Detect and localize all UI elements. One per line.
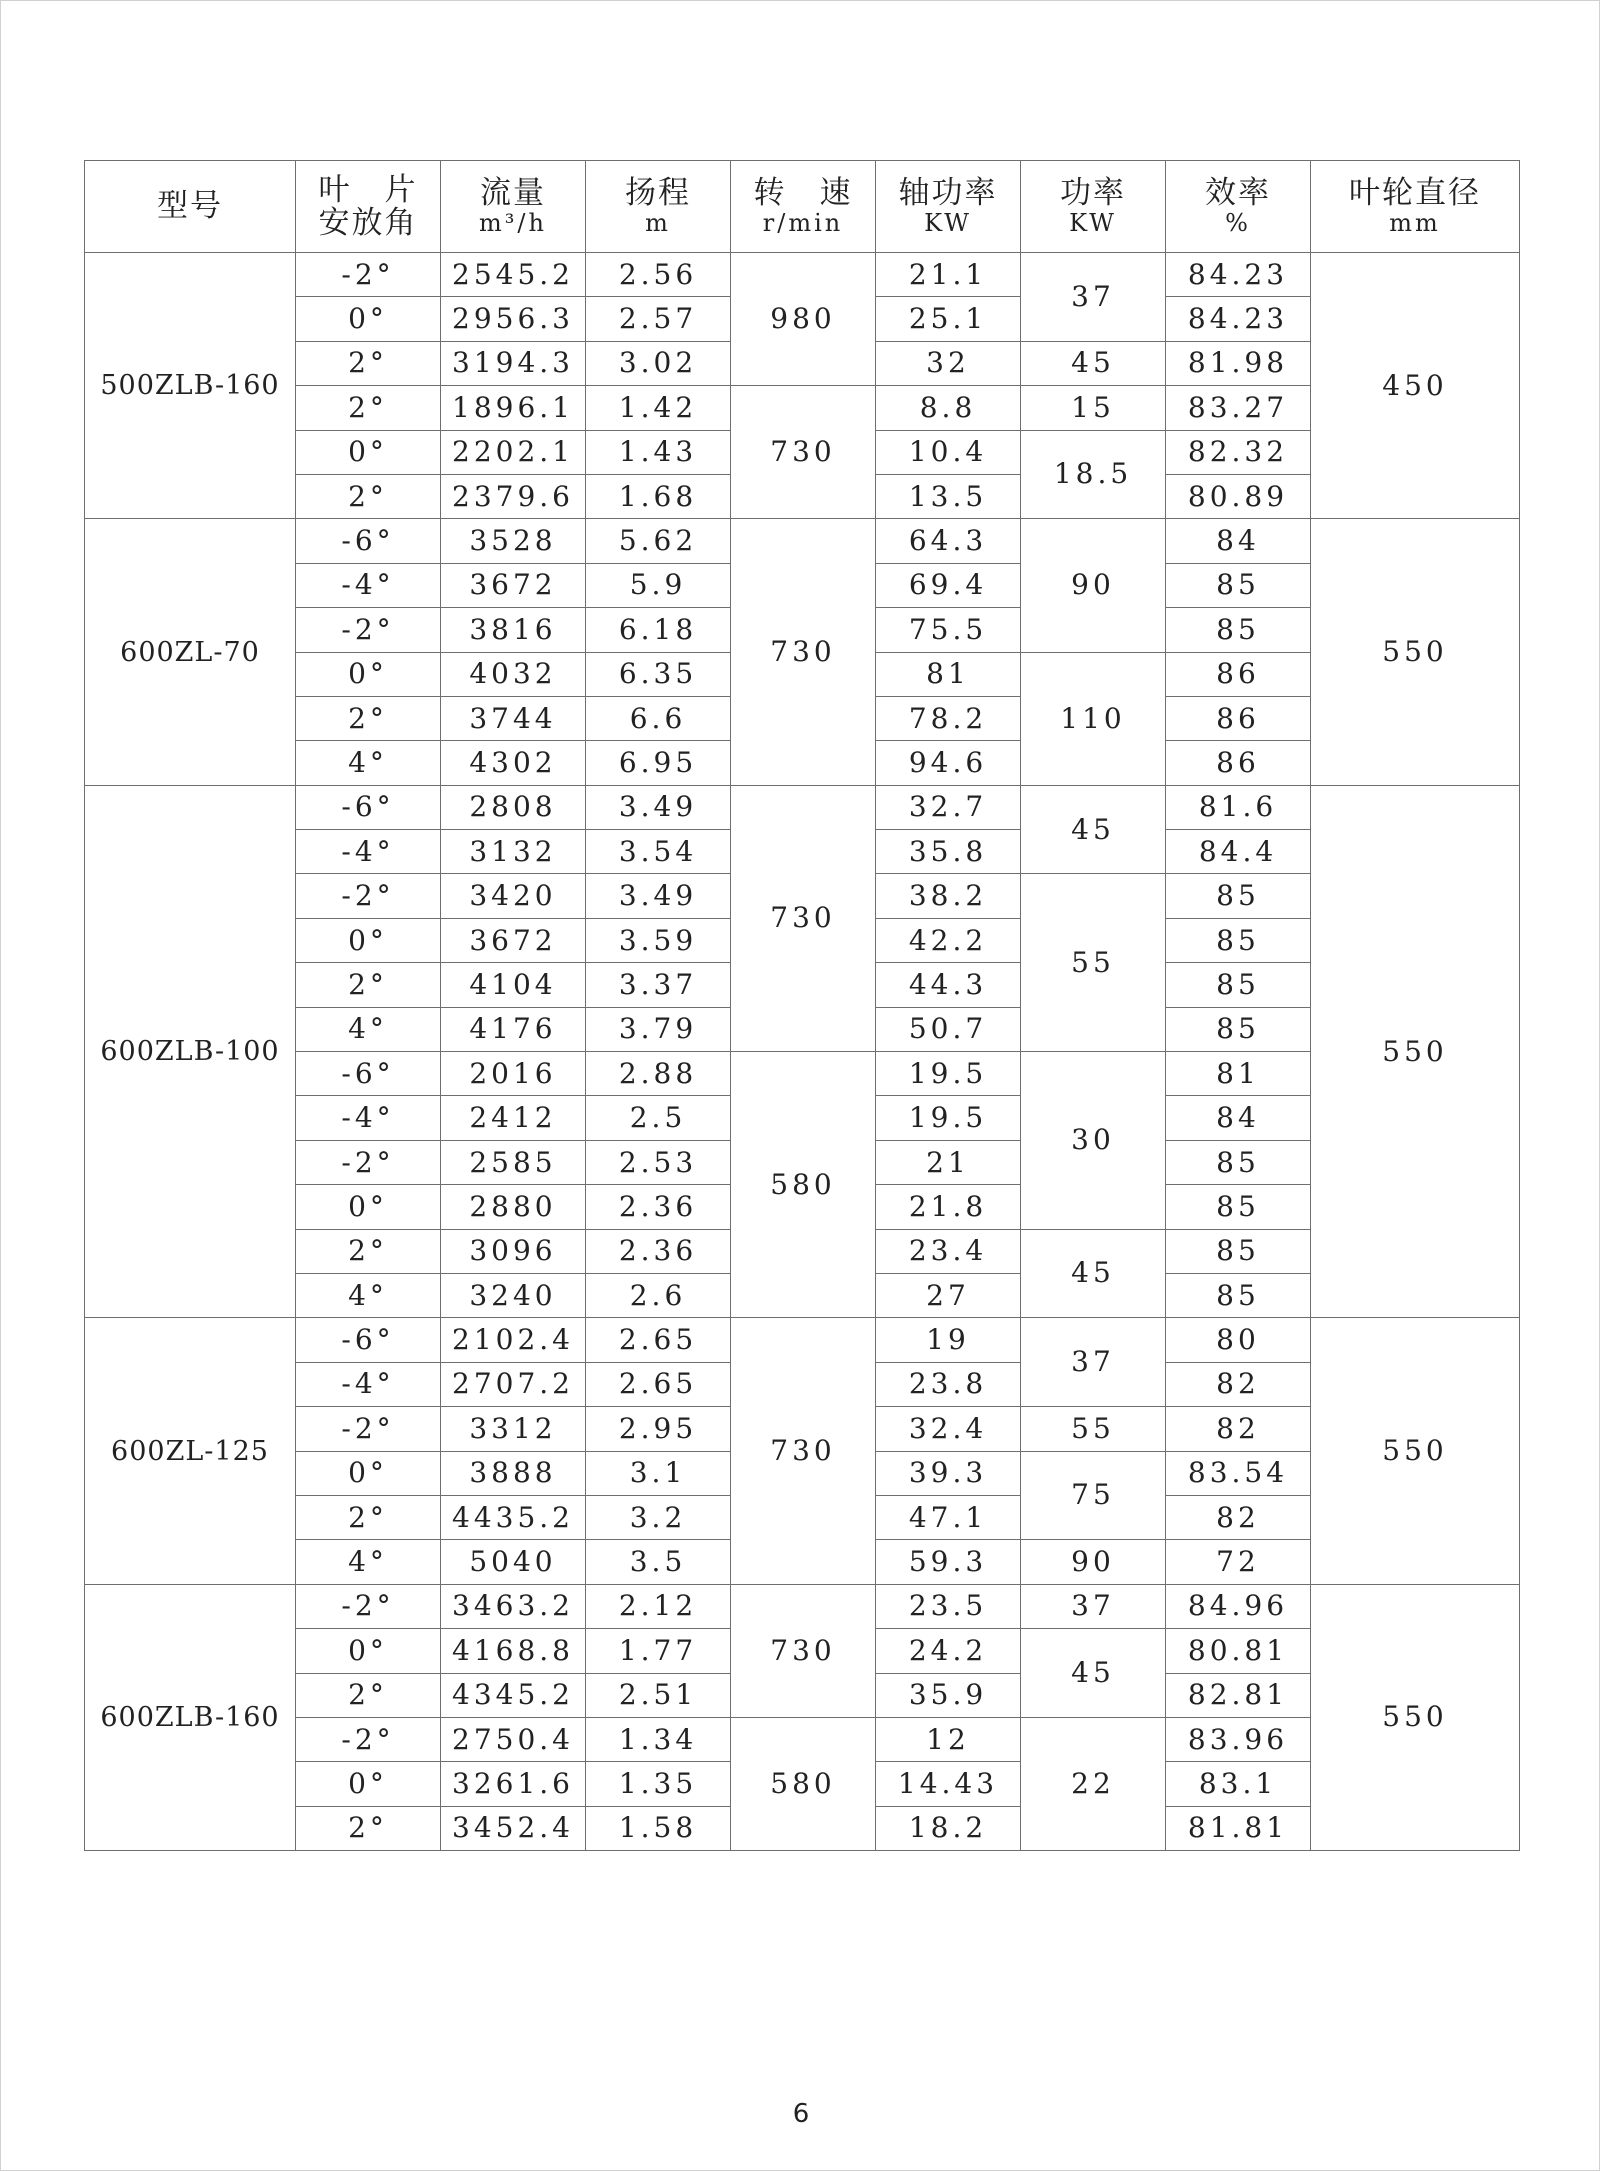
- efficiency-cell: 81.6: [1166, 785, 1311, 829]
- flow-cell: 3672: [441, 918, 586, 962]
- table-row: [85, 1052, 1520, 1096]
- header-shaft-power: 轴功率 KW: [876, 161, 1021, 253]
- flow-cell: 2412: [441, 1096, 586, 1140]
- blade-angle-cell: -4°: [296, 830, 441, 874]
- flow-cell: 2102.4: [441, 1318, 586, 1362]
- shaft-power-cell: 94.6: [876, 741, 1021, 785]
- shaft-power-cell: 8.8: [876, 386, 1021, 430]
- power-cell: 15: [1021, 386, 1166, 430]
- head-cell: 2.51: [586, 1673, 731, 1717]
- efficiency-cell: 82: [1166, 1362, 1311, 1406]
- head-cell: 3.59: [586, 918, 731, 962]
- shaft-power-cell: 64.3: [876, 519, 1021, 563]
- speed-cell: 730: [731, 386, 876, 519]
- efficiency-cell: 85: [1166, 1140, 1311, 1184]
- blade-angle-cell: -2°: [296, 1140, 441, 1184]
- blade-angle-cell: -2°: [296, 1584, 441, 1628]
- model-cell: 500ZLB-160: [85, 253, 296, 519]
- shaft-power-cell: 24.2: [876, 1629, 1021, 1673]
- flow-cell: 3816: [441, 608, 586, 652]
- speed-cell: 730: [731, 1318, 876, 1584]
- power-cell: 18.5: [1021, 430, 1166, 519]
- model-cell: 600ZL-125: [85, 1318, 296, 1584]
- header-speed: 转 速 r/min: [731, 161, 876, 253]
- power-cell: 110: [1021, 652, 1166, 785]
- blade-angle-cell: -4°: [296, 1362, 441, 1406]
- head-cell: 3.2: [586, 1495, 731, 1539]
- flow-cell: 2750.4: [441, 1717, 586, 1761]
- speed-cell: 730: [731, 1584, 876, 1717]
- head-cell: 3.37: [586, 963, 731, 1007]
- head-cell: 2.53: [586, 1140, 731, 1184]
- table-row: [85, 253, 1520, 297]
- head-cell: 3.79: [586, 1007, 731, 1051]
- flow-cell: 2016: [441, 1052, 586, 1096]
- blade-angle-cell: -6°: [296, 1318, 441, 1362]
- efficiency-cell: 81.98: [1166, 341, 1311, 385]
- flow-cell: 2808: [441, 785, 586, 829]
- shaft-power-cell: 39.3: [876, 1451, 1021, 1495]
- shaft-power-cell: 38.2: [876, 874, 1021, 918]
- shaft-power-cell: 75.5: [876, 608, 1021, 652]
- flow-cell: 3744: [441, 696, 586, 740]
- shaft-power-cell: 44.3: [876, 963, 1021, 1007]
- blade-angle-cell: 2°: [296, 386, 441, 430]
- efficiency-cell: 85: [1166, 874, 1311, 918]
- flow-cell: 4435.2: [441, 1495, 586, 1539]
- head-cell: 2.57: [586, 297, 731, 341]
- efficiency-cell: 82: [1166, 1495, 1311, 1539]
- pump-spec-table: [84, 160, 1520, 1851]
- speed-cell: 580: [731, 1052, 876, 1318]
- efficiency-cell: 83.54: [1166, 1451, 1311, 1495]
- blade-angle-cell: 4°: [296, 741, 441, 785]
- shaft-power-cell: 47.1: [876, 1495, 1021, 1539]
- head-cell: 1.58: [586, 1806, 731, 1850]
- shaft-power-cell: 23.4: [876, 1229, 1021, 1273]
- flow-cell: 4104: [441, 963, 586, 1007]
- efficiency-cell: 82.81: [1166, 1673, 1311, 1717]
- efficiency-cell: 83.1: [1166, 1762, 1311, 1806]
- shaft-power-cell: 42.2: [876, 918, 1021, 962]
- flow-cell: 3528: [441, 519, 586, 563]
- shaft-power-cell: 21.8: [876, 1185, 1021, 1229]
- efficiency-cell: 84.23: [1166, 297, 1311, 341]
- blade-angle-cell: -4°: [296, 1096, 441, 1140]
- shaft-power-cell: 27: [876, 1273, 1021, 1317]
- flow-cell: 3096: [441, 1229, 586, 1273]
- efficiency-cell: 84.96: [1166, 1584, 1311, 1628]
- shaft-power-cell: 50.7: [876, 1007, 1021, 1051]
- blade-angle-cell: -2°: [296, 1407, 441, 1451]
- shaft-power-cell: 32.4: [876, 1407, 1021, 1451]
- table-row: [85, 1717, 1520, 1761]
- shaft-power-cell: 14.43: [876, 1762, 1021, 1806]
- shaft-power-cell: 32: [876, 341, 1021, 385]
- shaft-power-cell: 81: [876, 652, 1021, 696]
- flow-cell: 4345.2: [441, 1673, 586, 1717]
- power-cell: 37: [1021, 253, 1166, 342]
- speed-cell: 580: [731, 1717, 876, 1850]
- shaft-power-cell: 25.1: [876, 297, 1021, 341]
- efficiency-cell: 85: [1166, 608, 1311, 652]
- blade-angle-cell: -6°: [296, 785, 441, 829]
- blade-angle-cell: 2°: [296, 1806, 441, 1850]
- head-cell: 5.9: [586, 563, 731, 607]
- shaft-power-cell: 35.8: [876, 830, 1021, 874]
- shaft-power-cell: 13.5: [876, 474, 1021, 518]
- flow-cell: 4302: [441, 741, 586, 785]
- flow-cell: 5040: [441, 1540, 586, 1584]
- flow-cell: 2707.2: [441, 1362, 586, 1406]
- header-head: 扬程 m: [586, 161, 731, 253]
- shaft-power-cell: 19.5: [876, 1096, 1021, 1140]
- power-cell: 37: [1021, 1584, 1166, 1628]
- header-power: 功率 KW: [1021, 161, 1166, 253]
- efficiency-cell: 85: [1166, 963, 1311, 1007]
- blade-angle-cell: -2°: [296, 253, 441, 297]
- blade-angle-cell: -6°: [296, 519, 441, 563]
- shaft-power-cell: 23.5: [876, 1584, 1021, 1628]
- head-cell: 3.02: [586, 341, 731, 385]
- blade-angle-cell: 4°: [296, 1007, 441, 1051]
- model-cell: 600ZLB-160: [85, 1584, 296, 1850]
- head-cell: 2.56: [586, 253, 731, 297]
- efficiency-cell: 81: [1166, 1052, 1311, 1096]
- power-cell: 45: [1021, 1229, 1166, 1318]
- header-blade-angle: 叶 片 安放角: [296, 161, 441, 253]
- table-row: [85, 386, 1520, 430]
- blade-angle-cell: 0°: [296, 297, 441, 341]
- shaft-power-cell: 19.5: [876, 1052, 1021, 1096]
- speed-cell: 980: [731, 253, 876, 386]
- head-cell: 3.49: [586, 785, 731, 829]
- efficiency-cell: 80.89: [1166, 474, 1311, 518]
- efficiency-cell: 85: [1166, 1229, 1311, 1273]
- efficiency-cell: 85: [1166, 1007, 1311, 1051]
- efficiency-cell: 81.81: [1166, 1806, 1311, 1850]
- page-number: 6: [792, 2099, 810, 2129]
- head-cell: 3.5: [586, 1540, 731, 1584]
- speed-cell: 730: [731, 785, 876, 1051]
- head-cell: 2.95: [586, 1407, 731, 1451]
- blade-angle-cell: 2°: [296, 341, 441, 385]
- head-cell: 2.12: [586, 1584, 731, 1628]
- head-cell: 3.54: [586, 830, 731, 874]
- blade-angle-cell: 0°: [296, 918, 441, 962]
- blade-angle-cell: 0°: [296, 1451, 441, 1495]
- impeller-diameter-cell: 550: [1311, 519, 1520, 785]
- power-cell: 55: [1021, 1407, 1166, 1451]
- efficiency-cell: 85: [1166, 918, 1311, 962]
- blade-angle-cell: 4°: [296, 1540, 441, 1584]
- flow-cell: 2585: [441, 1140, 586, 1184]
- power-cell: 37: [1021, 1318, 1166, 1407]
- efficiency-cell: 85: [1166, 563, 1311, 607]
- power-cell: 75: [1021, 1451, 1166, 1540]
- power-cell: 90: [1021, 519, 1166, 652]
- flow-cell: 3312: [441, 1407, 586, 1451]
- efficiency-cell: 80.81: [1166, 1629, 1311, 1673]
- table-row: [85, 519, 1520, 563]
- shaft-power-cell: 18.2: [876, 1806, 1021, 1850]
- shaft-power-cell: 19: [876, 1318, 1021, 1362]
- blade-angle-cell: 4°: [296, 1273, 441, 1317]
- head-cell: 1.43: [586, 430, 731, 474]
- power-cell: 45: [1021, 785, 1166, 874]
- head-cell: 6.95: [586, 741, 731, 785]
- power-cell: 90: [1021, 1540, 1166, 1584]
- power-cell: 55: [1021, 874, 1166, 1052]
- flow-cell: 4176: [441, 1007, 586, 1051]
- blade-angle-cell: 2°: [296, 1495, 441, 1539]
- shaft-power-cell: 35.9: [876, 1673, 1021, 1717]
- efficiency-cell: 83.96: [1166, 1717, 1311, 1761]
- head-cell: 1.42: [586, 386, 731, 430]
- head-cell: 5.62: [586, 519, 731, 563]
- head-cell: 2.88: [586, 1052, 731, 1096]
- efficiency-cell: 82.32: [1166, 430, 1311, 474]
- efficiency-cell: 84: [1166, 1096, 1311, 1140]
- head-cell: 2.36: [586, 1229, 731, 1273]
- head-cell: 3.1: [586, 1451, 731, 1495]
- flow-cell: 3132: [441, 830, 586, 874]
- blade-angle-cell: 0°: [296, 1762, 441, 1806]
- efficiency-cell: 72: [1166, 1540, 1311, 1584]
- table-row: [85, 785, 1520, 829]
- efficiency-cell: 85: [1166, 1273, 1311, 1317]
- header-model: 型号: [85, 161, 296, 253]
- table-row: [85, 1584, 1520, 1628]
- blade-angle-cell: -2°: [296, 608, 441, 652]
- blade-angle-cell: -4°: [296, 563, 441, 607]
- power-cell: 30: [1021, 1052, 1166, 1230]
- speed-cell: 730: [731, 519, 876, 785]
- shaft-power-cell: 10.4: [876, 430, 1021, 474]
- impeller-diameter-cell: 550: [1311, 785, 1520, 1318]
- head-cell: 6.18: [586, 608, 731, 652]
- impeller-diameter-cell: 450: [1311, 253, 1520, 519]
- impeller-diameter-cell: 550: [1311, 1318, 1520, 1584]
- efficiency-cell: 84.23: [1166, 253, 1311, 297]
- model-cell: 600ZL-70: [85, 519, 296, 785]
- flow-cell: 2379.6: [441, 474, 586, 518]
- head-cell: 2.5: [586, 1096, 731, 1140]
- head-cell: 6.6: [586, 696, 731, 740]
- blade-angle-cell: 2°: [296, 474, 441, 518]
- power-cell: 45: [1021, 1629, 1166, 1718]
- power-cell: 22: [1021, 1717, 1166, 1850]
- header-row: [85, 161, 1520, 253]
- blade-angle-cell: -2°: [296, 1717, 441, 1761]
- model-cell: 600ZLB-100: [85, 785, 296, 1318]
- shaft-power-cell: 23.8: [876, 1362, 1021, 1406]
- impeller-diameter-cell: 550: [1311, 1584, 1520, 1850]
- head-cell: 1.34: [586, 1717, 731, 1761]
- flow-cell: 1896.1: [441, 386, 586, 430]
- flow-cell: 3463.2: [441, 1584, 586, 1628]
- flow-cell: 3452.4: [441, 1806, 586, 1850]
- efficiency-cell: 82: [1166, 1407, 1311, 1451]
- efficiency-cell: 84: [1166, 519, 1311, 563]
- blade-angle-cell: 0°: [296, 652, 441, 696]
- header-impeller-diameter: 叶轮直径 mm: [1311, 161, 1520, 253]
- flow-cell: 3672: [441, 563, 586, 607]
- blade-angle-cell: -6°: [296, 1052, 441, 1096]
- flow-cell: 2956.3: [441, 297, 586, 341]
- efficiency-cell: 83.27: [1166, 386, 1311, 430]
- flow-cell: 3420: [441, 874, 586, 918]
- efficiency-cell: 84.4: [1166, 830, 1311, 874]
- shaft-power-cell: 21: [876, 1140, 1021, 1184]
- flow-cell: 3240: [441, 1273, 586, 1317]
- head-cell: 6.35: [586, 652, 731, 696]
- head-cell: 2.6: [586, 1273, 731, 1317]
- head-cell: 3.49: [586, 874, 731, 918]
- shaft-power-cell: 59.3: [876, 1540, 1021, 1584]
- efficiency-cell: 85: [1166, 1185, 1311, 1229]
- blade-angle-cell: 0°: [296, 430, 441, 474]
- blade-angle-cell: 0°: [296, 1629, 441, 1673]
- head-cell: 1.35: [586, 1762, 731, 1806]
- flow-cell: 3888: [441, 1451, 586, 1495]
- head-cell: 2.36: [586, 1185, 731, 1229]
- head-cell: 1.77: [586, 1629, 731, 1673]
- efficiency-cell: 86: [1166, 652, 1311, 696]
- flow-cell: 3261.6: [441, 1762, 586, 1806]
- blade-angle-cell: -2°: [296, 874, 441, 918]
- shaft-power-cell: 21.1: [876, 253, 1021, 297]
- spec-table-body: [85, 253, 1520, 1851]
- flow-cell: 4032: [441, 652, 586, 696]
- blade-angle-cell: 2°: [296, 963, 441, 1007]
- blade-angle-cell: 2°: [296, 696, 441, 740]
- header-efficiency: 效率 %: [1166, 161, 1311, 253]
- flow-cell: 2880: [441, 1185, 586, 1229]
- flow-cell: 2545.2: [441, 253, 586, 297]
- header-flow: 流量 m³/h: [441, 161, 586, 253]
- shaft-power-cell: 69.4: [876, 563, 1021, 607]
- power-cell: 45: [1021, 341, 1166, 385]
- shaft-power-cell: 12: [876, 1717, 1021, 1761]
- table-row: [85, 1318, 1520, 1362]
- flow-cell: 2202.1: [441, 430, 586, 474]
- flow-cell: 4168.8: [441, 1629, 586, 1673]
- blade-angle-cell: 2°: [296, 1673, 441, 1717]
- efficiency-cell: 86: [1166, 696, 1311, 740]
- head-cell: 1.68: [586, 474, 731, 518]
- flow-cell: 3194.3: [441, 341, 586, 385]
- shaft-power-cell: 32.7: [876, 785, 1021, 829]
- blade-angle-cell: 2°: [296, 1229, 441, 1273]
- head-cell: 2.65: [586, 1362, 731, 1406]
- shaft-power-cell: 78.2: [876, 696, 1021, 740]
- head-cell: 2.65: [586, 1318, 731, 1362]
- efficiency-cell: 86: [1166, 741, 1311, 785]
- efficiency-cell: 80: [1166, 1318, 1311, 1362]
- blade-angle-cell: 0°: [296, 1185, 441, 1229]
